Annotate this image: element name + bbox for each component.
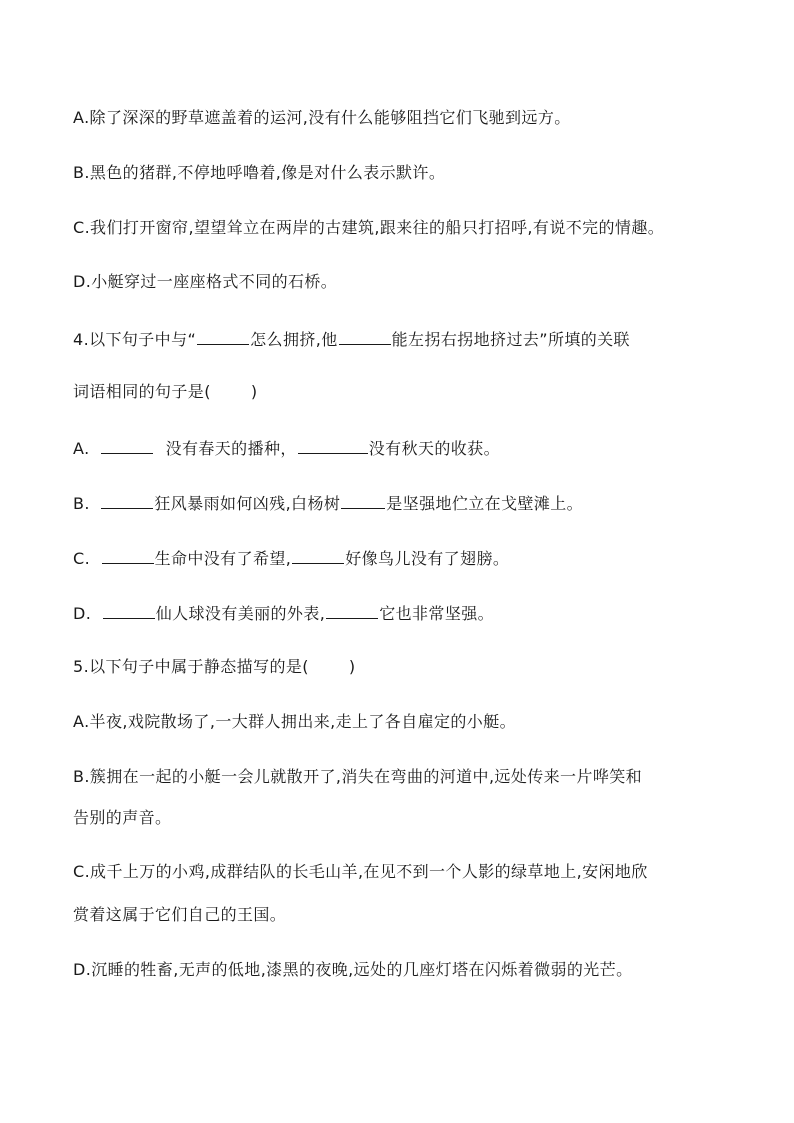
q4-option-d-part2: 它也非常坚强。 [379,604,495,623]
q4-option-b-part2: 是坚强地伫立在戈壁滩上。 [386,494,584,513]
q4-option-d [73,602,494,622]
q4-stem-part1: 4.以下句子中与“ [73,330,197,349]
q3-option-c: C.我们打开窗帘,望望耸立在两岸的古建筑,跟来往的船只打招呼,有说不完的情趣。 [73,218,665,237]
q4-stem-line2 [73,382,258,402]
q3-option-d: D.小艇穿过一座座格式不同的石桥。 [73,272,338,291]
q4-stem-line2-text: 词语相同的句子是( [73,382,211,401]
q4-option-b [73,492,583,512]
blank [339,328,391,345]
q4-option-c-part1: 生命中没有了希望, [154,549,292,568]
q4-option-a [73,437,500,457]
q4-option-d-label: D. [73,604,92,623]
q4-option-c-part2: 好像鸟儿没有了翅膀。 [345,549,510,568]
blank [101,492,153,509]
blank [103,602,155,619]
blank [298,437,368,454]
blank [341,492,385,509]
q4-option-d-part1: 仙人球没有美丽的外表, [155,604,326,623]
q4-option-c-label: C. [73,549,91,568]
q4-option-a-label: A. [73,439,90,458]
q5-option-c-line2: 赏着这属于它们自己的王国。 [73,905,287,924]
q5-stem-text: 5.以下句子中属于静态描写的是( [73,657,309,676]
q5-option-b-line1: B.簇拥在一起的小艇一会儿就散开了,消失在弯曲的河道中,远处传来一片哗笑和 [73,767,643,786]
blank [102,547,154,564]
q5-option-c-line1: C.成千上万的小鸡,成群结队的长毛山羊,在见不到一个人影的绿草地上,安闲地欣 [73,862,648,881]
q5-stem-close: ) [348,657,356,676]
q5-option-a: A.半夜,戏院散场了,一大群人拥出来,走上了各自雇定的小艇。 [73,712,517,731]
q4-stem-part3: 能左拐右拐地挤过去”所填的关联 [391,330,630,349]
q4-option-b-label: B. [73,494,90,513]
q4-option-a-part1: 没有春天的播种， [165,439,297,458]
blank [292,547,344,564]
q4-option-a-part2: 没有秋天的收获。 [368,439,500,458]
q4-option-c [73,547,509,567]
blank [101,437,153,454]
q4-stem-close: ) [250,382,258,401]
q4-option-b-part1: 狂风暴雨如何凶残,白杨树 [154,494,341,513]
q3-option-a: A.除了深深的野草遮盖着的运河,没有什么能够阻挡它们飞驰到远方。 [73,108,571,127]
q3-option-b: B.黑色的猪群,不停地呼噜着,像是对什么表示默许。 [73,163,446,182]
blank [197,328,249,345]
q4-stem-part2: 怎么拥挤,他 [250,330,338,349]
q5-stem [73,657,356,677]
q4-stem [73,328,630,348]
q5-option-b-line2: 告别的声音。 [73,808,172,827]
blank [326,602,378,619]
q5-option-d: D.沉睡的牲畜,无声的低地,漆黑的夜晚,远处的几座灯塔在闪烁着微弱的光芒。 [73,960,633,979]
